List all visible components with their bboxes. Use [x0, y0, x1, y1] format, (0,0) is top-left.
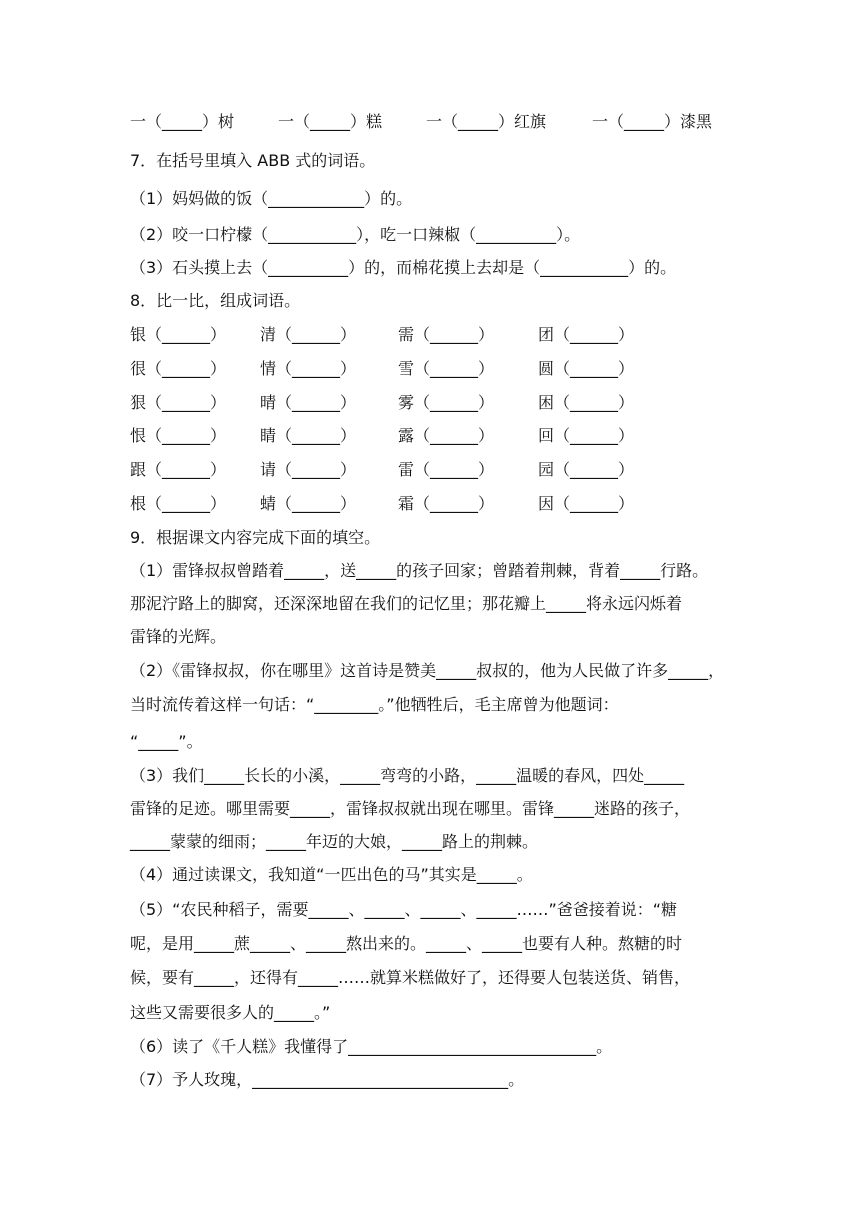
q8-cell: 园（______）	[538, 460, 635, 479]
q9-line: 雷锋的光辉。	[130, 627, 227, 646]
q8-cell: 需（______）	[398, 325, 495, 344]
q8-cell: 困（______）	[538, 393, 635, 412]
q8-cell: 蜻（______）	[260, 494, 357, 513]
q8-cell: 跟（______）	[130, 460, 227, 479]
q9-line: 这些又需要很多人的_____。”	[130, 1003, 331, 1022]
q8-cell: 因（______）	[538, 494, 635, 513]
q8-cell: 银（______）	[130, 325, 227, 344]
q8-cell: 根（______）	[130, 494, 227, 513]
q9-line: 呢，是用_____蔗_____、_____熬出来的。_____、_____也要有人种。熬糖的时	[130, 934, 683, 953]
q9-line: （4）通过读课文，我知道“一匹出色的马”其实是_____。	[130, 865, 533, 884]
q9-line: 候，要有_____，还得有_____……就算米糕做好了，还得要人包装送货、销售，	[130, 968, 691, 987]
q8-cell: 露（______）	[398, 426, 495, 445]
q9-line: _____蒙蒙的细雨；_____年迈的大娘，_____路上的荆棘。	[130, 832, 539, 851]
q9-line: （6）读了《千人糕》我懂得了_______________________________。	[130, 1037, 613, 1056]
q8-cell: 很（______）	[130, 359, 227, 378]
q8-cell: 雪（______）	[398, 359, 495, 378]
q7-item: （1）妈妈做的饭（____________）的。	[130, 189, 413, 208]
q9-line: （1）雷锋叔叔曾踏着_____，送_____的孩子回家；曾踏着荆棘，背着_____行路。	[130, 561, 709, 580]
q9-line: （3）我们_____长长的小溪，_____弯弯的小路，_____温暖的春风，四处_____	[130, 766, 685, 785]
q8-cell: 睛（______）	[260, 426, 357, 445]
top-row-item: 一（_____）树	[130, 112, 235, 131]
q8-cell: 团（______）	[538, 325, 635, 344]
q9-line: （2）《雷锋叔叔，你在哪里》这首诗是赞美_____叔叔的，他为人民做了许多_____，	[130, 661, 725, 680]
q7-item: （2）咬一口柠檬（___________），吃一口辣椒（__________）。	[130, 225, 581, 244]
q8-cell: 晴（______）	[260, 393, 357, 412]
q8-cell: 回（______）	[538, 426, 635, 445]
q8-cell: 恨（______）	[130, 426, 227, 445]
q9-line: （7）予人玫瑰，________________________________。	[130, 1070, 525, 1089]
q9-title: 9．根据课文内容完成下面的填空。	[130, 528, 381, 547]
q8-title: 8．比一比，组成词语。	[130, 291, 301, 310]
q8-cell: 霜（______）	[398, 494, 495, 513]
q8-cell: 雾（______）	[398, 393, 495, 412]
q7-title: 7．在括号里填入 ABB 式的词语。	[130, 151, 376, 170]
q9-line: （5）“农民种稻子，需要_____、_____、_____、_____……”爸爸接着说：“糖	[130, 900, 678, 919]
q9-line: 当时流传着这样一句话：“________。”他牺牲后，毛主席曾为他题词：	[130, 695, 619, 714]
q8-cell: 情（______）	[260, 359, 357, 378]
q8-cell: 请（______）	[260, 460, 357, 479]
q8-cell: 清（______）	[260, 325, 357, 344]
q8-cell: 雷（______）	[398, 460, 495, 479]
top-row-item: 一（_____）红旗	[426, 112, 547, 131]
q8-cell: 圆（______）	[538, 359, 635, 378]
q9-line: 那泥泞路上的脚窝，还深深地留在我们的记忆里；那花瓣上_____将永远闪烁着	[130, 594, 683, 613]
q8-cell: 狠（______）	[130, 393, 227, 412]
q9-line: 雷锋的足迹。哪里需要_____，雷锋叔叔就出现在哪里。雷锋_____迷路的孩子，	[130, 799, 691, 818]
q9-line: “_____”。	[130, 732, 203, 751]
top-row-item: 一（_____）漆黑	[592, 112, 713, 131]
top-row-item: 一（_____）糕	[278, 112, 383, 131]
q7-item: （3）石头摸上去（__________）的，而棉花摸上去却是（___________）的。	[130, 258, 677, 277]
